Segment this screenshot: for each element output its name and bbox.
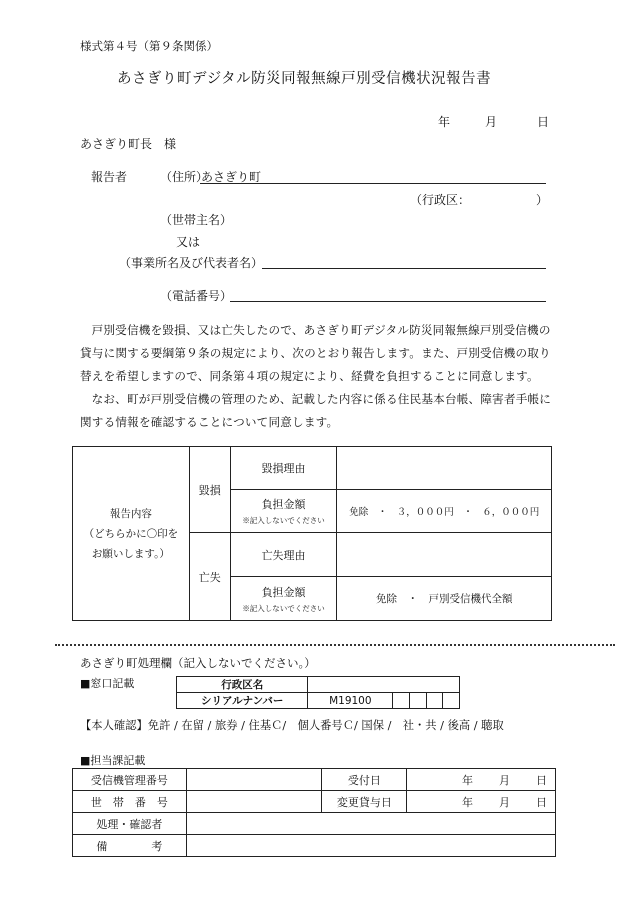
date-month: 月: [485, 115, 498, 129]
loss-label: 亡失: [189, 533, 230, 621]
report-content-note-1: （どちらかに〇印を: [83, 527, 179, 540]
household-head-label: （世帯主名）: [160, 213, 233, 227]
damage-cost-note: ※記入しないでください: [242, 516, 325, 525]
received-year: 年: [462, 773, 473, 787]
district-name-label: 行政区名: [177, 677, 308, 693]
change-day: 日: [536, 795, 547, 809]
damage-cost-options[interactable]: 免除 ・ ３，０００円 ・ ６，０００円: [337, 490, 552, 533]
district-name-field[interactable]: [308, 677, 460, 693]
page-title: あさぎり町デジタル防災同報無線戸別受信機状況報告書: [117, 71, 492, 87]
loss-cost-text: 負担金額: [261, 585, 306, 599]
report-content-label: 報告内容: [109, 507, 152, 520]
report-table: [72, 446, 552, 621]
damage-reason-field[interactable]: [337, 447, 552, 490]
addressee: あさぎり町長 様: [80, 137, 177, 151]
reporter-label: 報告者: [91, 170, 128, 184]
office-heading: あさぎり町処理欄（記入しないでください。）: [80, 656, 316, 670]
body-paragraph-2: なお、町が戸別受信機の管理のため、記載した内容に係る住民基本台帳、障害者手帳に関する情報を確認することについて同意します。: [80, 392, 552, 429]
phone-underline: [230, 301, 546, 302]
report-content-note-2: お願いします。）: [91, 547, 170, 560]
remarks-label: 備 考: [73, 835, 187, 857]
serial-digit-3[interactable]: [427, 693, 443, 709]
or-label: 又は: [176, 235, 201, 249]
report-content-cell: [73, 447, 190, 621]
id-check: 【本人確認】免許 / 在留 / 旅券 / 住基Ｃ/ 個人番号Ｃ/ 国保 / 社・共 / 後高 / 聴取: [80, 719, 504, 732]
change-date-label: 変更貸与日: [322, 791, 407, 813]
receiver-number-field[interactable]: [186, 769, 322, 791]
received-date-field[interactable]: [407, 769, 556, 791]
date-day: 日: [537, 115, 550, 129]
receiver-number-label: 受信機管理番号: [73, 769, 187, 791]
damage-reason-label: 毀損理由: [230, 447, 337, 490]
household-number-field[interactable]: [186, 791, 322, 813]
damage-cost-text: 負担金額: [261, 498, 306, 511]
damage-cost-label: [230, 490, 337, 533]
change-date-field[interactable]: [407, 791, 556, 813]
serial-digit-4[interactable]: [443, 693, 460, 709]
loss-cost-options[interactable]: 免除 ・ 戸別受信機代全額: [337, 577, 552, 621]
address-underline: [200, 183, 546, 184]
dept-table: [72, 768, 556, 857]
counter-heading: ■窓口記載: [80, 677, 135, 690]
body-paragraph-1: 戸別受信機を毀損、又は亡失したので、あさぎり町デジタル防災同報無線戸別受信機の貸与に関する要綱第９条の規定により、次のとおり報告します。また、戸別受信機の取り替えを希望しますので、同条第４項の規定により、経費を負担することに同意します。: [80, 323, 551, 383]
cut-line: [55, 644, 615, 646]
address-label: （住所）: [160, 170, 209, 184]
business-underline: [262, 268, 546, 269]
serial-digit-2[interactable]: [410, 693, 427, 709]
change-month: 月: [499, 795, 510, 809]
loss-reason-field[interactable]: [337, 533, 552, 577]
district-label: （行政区：: [410, 193, 471, 207]
processor-field[interactable]: [186, 813, 555, 835]
dept-heading: ■担当課記載: [80, 754, 146, 767]
business-label: （事業所名及び代表者名）: [119, 256, 264, 270]
received-day: 日: [536, 773, 547, 787]
address-value: あさぎり町: [201, 170, 262, 184]
loss-reason-label: 亡失理由: [230, 533, 337, 577]
phone-label: （電話番号）: [160, 289, 233, 303]
processor-label: 処理・確認者: [73, 813, 187, 835]
serial-digit-1[interactable]: [393, 693, 410, 709]
date-year: 年: [438, 115, 451, 129]
remarks-field[interactable]: [186, 835, 555, 857]
body-text: [80, 319, 560, 434]
damage-label: 毀損: [189, 447, 230, 533]
form-number: 様式第４号（第９条関係）: [80, 39, 218, 53]
change-year: 年: [462, 795, 473, 809]
district-close: ）: [536, 193, 549, 207]
received-month: 月: [499, 773, 510, 787]
serial-number-label: シリアルナンバー: [177, 693, 308, 709]
loss-cost-label: [230, 577, 337, 621]
loss-cost-note: ※記入しないでください: [242, 603, 325, 613]
counter-table: [176, 676, 460, 709]
household-number-label: 世 帯 番 号: [73, 791, 187, 813]
received-date-label: 受付日: [322, 769, 407, 791]
serial-number-value[interactable]: M19100: [308, 693, 393, 709]
